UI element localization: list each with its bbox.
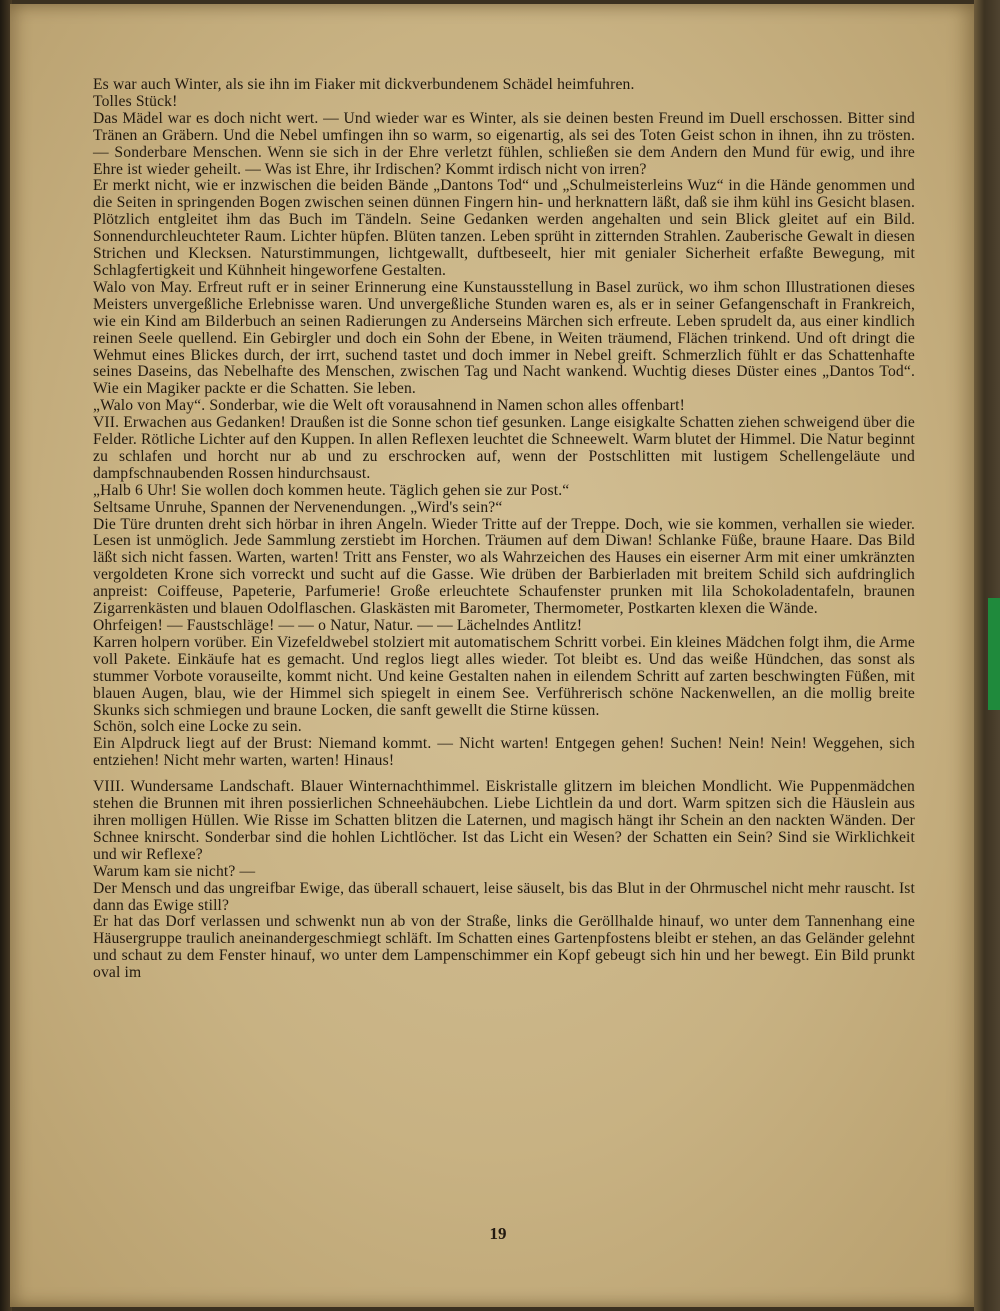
paragraph: Er merkt nicht, wie er inzwischen die beiden Bände „Dantons Tod“ und „Schulmeisterleins Wuz“ in die Hände genommen und die Seiten in springenden Bogen zwischen seinen dünnen Fingern hin- und herknattern läßt, daß sie ihm kühl ins Gesicht blasen. Plötzlich entgleitet ihm das Buch im Tändeln. Seine Gedanken werden angehalten und sein Blick gleitet auf ein Bild. Sonnendurchleuchteter Raum. Lichter hüpfen. Blüten tanzen. Leben sprüht in zitternden Strahlen. Zauberische Gewalt in diesen Strichen und Klecksen. Naturstimmungen, lichtgewallt, duftbeseelt, hier mit genialer Sicherheit erfaßte Bewegung, mit Schlagfertigkeit und Kühnheit hingeworfene Gestalten.	[93, 177, 915, 279]
page-number: 19	[489, 1224, 507, 1243]
paragraph: Tolles Stück!	[93, 92, 178, 110]
paper-sheet	[10, 4, 976, 1307]
paragraph: Das Mädel war es doch nicht wert. — Und wieder war es Winter, als sie deinen besten Freund im Duell erschossen. Bitter sind Tränen an Gräbern. Und die Nebel umfingen ihn so warm, so eigenartig, als sei des Toten Geist schon in ihnen, ihn zu trösten. — Sonderbare Menschen. Wenn sie sich in der Ehre verletzt fühlen, schließen sie dem Andern den Mund für ewig, und ihre Ehre ist wieder geheilt. — Was ist Ehre, ihr Irdischen? Kommt irdisch nicht von irren?	[93, 109, 915, 178]
paragraph: VII. Erwachen aus Gedanken! Draußen ist die Sonne schon tief gesunken. Lange eisigkalte Schatten ziehen schweigend über die Felder. Rötliche Lichter auf den Kuppen. In allen Reflexen leuchtet die Schneewelt. Warm blutet der Himmel. Die Natur beginnt zu schlafen und horcht nur ab und zu erschrocken auf, wenn der Postschlitten mit lustigem Schellengeläute und dampfschnaubenden Rossen hindurchsaust.	[93, 414, 915, 482]
paragraph: Warum kam sie nicht? —	[93, 862, 256, 880]
paragraph: Schön, solch eine Locke zu sein.	[93, 718, 302, 736]
paragraph: Ein Alpdruck liegt auf der Brust: Niemand kommt. — Nicht warten! Entgegen gehen! Suchen! Nein! Nein! Weggehen, sich entziehen! Nicht mehr warten, warten! Hinaus!	[93, 735, 915, 770]
paragraph: Es war auch Winter, als sie ihn im Fiaker mit dickverbundenem Schädel heimfuhren.	[93, 76, 635, 93]
paragraph: Er hat das Dorf verlassen und schwenkt nun ab von der Straße, links die Geröllhalde hinauf, wo unter dem Tannenhang eine Häusergruppe traulich aneinandergeschmiegt schläft. Im Schatten eines Gartenpfostens bleibt er stehen, an das Geländer gelehnt und schaut zu dem Fenster hinauf, wo unter dem Lampenschimmer ein Kopf gebeugt sich hin und her bewegt. Ein Bild prunkt oval im	[93, 913, 915, 982]
paragraph: Karren holpern vorüber. Ein Vizefeldwebel stolziert mit automatischem Schritt vorbei. Ein kleines Mädchen folgt ihm, die Arme voll Pakete. Einkäufe hat es gemacht. Und reglos liegt alles wieder. Tot bleibt es. Und das weiße Hündchen, das sonst als stummer Vorbote vorauseilte, kommt nicht. Und keine Gestalten nahen in eilendem Schritt auf zarten beschwingten Füßen, mit blauen Augen, blau, wie der Himmel sich spiegelt in einem See. Verführerisch schöne Nackenwellen, an die mollig breite Skunks sich schmiegen und braune Locken, die sanft gewellt die Stirne küssen.	[93, 633, 915, 719]
section-heading-paragraph: VIII. Wundersame Landschaft. Blauer Winternachthimmel. Eiskristalle glitzern im bleichen Mondlicht. Wie Puppenmädchen stehen die Brunnen mit ihren possierlichen Schneehäubchen. Liebe Lichtlein da und dort. Warm spitzen sich die Häuslein aus ihren molligen Hüllen. Wie Risse im Schatten blitzen die Laternen, und magisch hängt ihr Schein an den nackten Wänden. Der Schnee knirscht. Sonderbar sind die hohlen Lichtlöcher. Ist das Licht ein Wesen? der Schatten ein Sein? Sind sie Wirklichkeit und wir Reflexe?	[93, 778, 915, 863]
paragraph: „Walo von May“. Sonderbar, wie die Welt oft vorausahnend in Namen schon alles offenbart!	[93, 397, 685, 415]
paragraph: Die Türe drunten dreht sich hörbar in ihren Angeln. Wieder Tritte auf der Treppe. Doch, wie sie kommen, verhallen sie wieder. Lesen ist unmöglich. Jede Sammlung zerstiebt im Horchen. Träumen auf dem Diwan! Schlanke Füße, braune Haare. Das Bild läßt sich nicht fassen. Warten, warten! Tritt ans Fenster, wo als Wahrzeichen des Hauses ein eiserner Arm mit einer umkränzten vergoldeten Krone sich vorreckt und sucht auf die Gasse. Wie drüben der Barbierladen mit breitem Schild sich aufdringlich anpreist: Coiffeuse, Papeterie, Parfumerie! Große erleuchtete Schaufenster prunken mit lila Schokoladentafeln, braunen Zigarrenkästen und blauen Odolflaschen. Glaskästen mit Barometer, Thermometer, Postkarten klexen die Wände.	[93, 515, 915, 618]
paragraph: Ohrfeigen! — Faustschläge! — — o Natur, Natur. — — Lächelndes Antlitz!	[93, 617, 583, 634]
body-text	[93, 77, 915, 982]
paragraph: Der Mensch und das ungreifbar Ewige, das überall schauert, leise säuselt, bis das Blut in der Ohrmuschel nicht mehr rauscht. Ist dann das Ewige still?	[93, 879, 915, 914]
paragraph: „Halb 6 Uhr! Sie wollen doch kommen heute. Täglich gehen sie zur Post.“	[93, 481, 570, 499]
bookmark-tab	[988, 598, 1000, 710]
paragraph: Seltsame Unruhe, Spannen der Nervenendungen. „Wird's sein?“	[93, 498, 503, 516]
paragraph: Walo von May. Erfreut ruft er in seiner Erinnerung eine Kunstausstellung in Basel zurück, wo ihm schon Illustrationen dieses Meisters unvergeßliche Erlebnisse waren. Und unvergeßliche Stunden waren es, als er in seiner Gefangenschaft in Frankreich, wie ein Kind am Bilderbuch an seinen Radierungen zu Anderseins Märchen sich erfreute. Leben sprudelt da, aus einer kindlich reinen Seele quellend. Ein Gebirgler und doch ein Sohn der Ebene, in Weiten träumend, Flächen trinkend. Und oft dringt die Wehmut eines Blickes durch, der irrt, suchend tastet und doch immer in Nebel greift. Schmerzlich fühlt er das Schattenhafte seines Daseins, das Nebelhafte des Menschen, zwischen Tag und Nacht wankend. Wuchtig dieses Düster eines „Dantos Tod“. Wie ein Magiker packte er die Schatten. Sie leben.	[93, 278, 915, 398]
